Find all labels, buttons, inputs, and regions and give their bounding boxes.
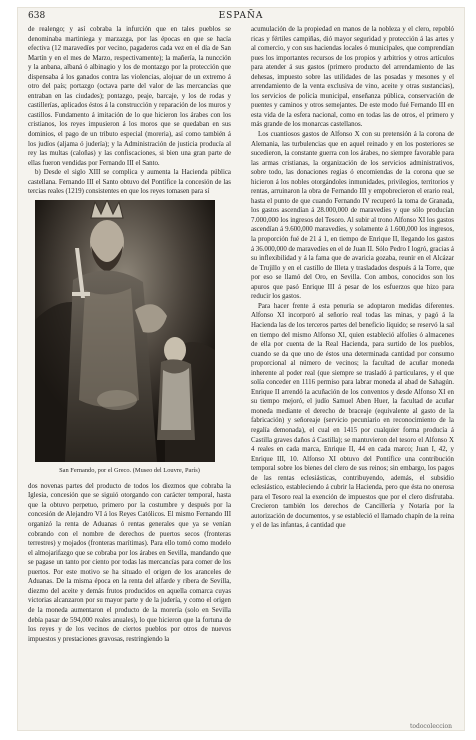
page-number: 638 <box>28 11 46 21</box>
figure-image <box>35 200 215 462</box>
san-fernando-painting <box>35 200 215 462</box>
page-sheet <box>18 8 464 730</box>
running-title: ESPAÑA <box>218 11 264 21</box>
figure <box>28 200 231 480</box>
left-paragraph-2: b) Desde el siglo XIII se complica y aumenta la Hacienda pública castellana. Fernando III el Santo obtuvo del Pontífice la concesión de las tercias reales (1219) consistentes en que los reyes tomasen para sí <box>28 169 231 196</box>
left-column <box>28 25 231 718</box>
page-header <box>18 8 464 26</box>
figure-caption: San Fernando, por el Greco. (Museo del Louvre, París) <box>59 466 200 474</box>
left-paragraph-3: dos novenas partes del producto de todos los diezmos que cobraba la Iglesia, concesión que se siguió otorgando con carácter temporal, hasta que la obtuvo perpetuo, primero por la costumbre y después por la concesión de Alejandro VI á los Reyes Católicos. El mismo Fernando III organizó la renta de Aduanas ó rentas generales que ya se venían cobrando con el nombre de derechos de puertos secos (fronteras terrestres) y mojados (fronteras marítimas). Para ello tomó como modelo el almojarifazgo que se cobraba por los árabes en Sevilla, mandando que se pagase un tanto por ciento por todas las mercancías para comer de los puertos. Por este motivo se ha situado el origen de los aranceles de Aduanas. De la misma época en la renta del alfarde y ribera de Sevilla, diezmo del aceite y demás frutos producidos en aquella comarca cuyas victorias alcanzaron por su mayor parte y de la judería, y como el origen de la moneda aumentaron el producto de la morería (solo en Sevilla debía pasar de 594,000 reales anuales), lo que hicieron que la fortuna de los reyes y de los vecinos de ciertos pueblos por otros de nuevos impuestos y prestaciones gravosas, restringiendo la <box>28 482 231 643</box>
right-paragraph-3: Para hacer frente á esta penuria se adoptaron medidas diferentes. Alfonso XI incorporó al señorío real todas las minas, y pagó á la Hacienda las de los terceros partes del beneficio líquido; se reservó la sal en tiempo del mismo Alfonso XI, quien estableció alfolíes ó almacenes de ella por cuenta de la Real Hacienda, para surtido de los pueblos, cuando se da que uno de éstos una determinada cantidad por consumo proporcional al número de vecinos; la facultad de acuñar moneda inherente al poder real (que siempre se trasladó á particulares, y el que solía conceder en 1116 permiso para labrar moneda al abad de Sahagún. Enrique II arrendó la acuñación de los conventos y desde Alfonso XI en su tiempo mejoró, el judío Samuel Aben Huer, la facultad de acuñar moneda mediante el derecho de braceaje (equivalente al gasto de la fabricación) y señoreaje (servicio pecuniario en reconocimiento de la regalía demonada), el cual en 1415 por cualquier forma producía á Castilla graves daños á Castilla); se mantuvieron del tesoro el Alfonso X 4 reales en cada marca, Enrique II, 44 en cada marco; Juan I, 42, y Enrique III, 10. Alfonso XI obtuvo del Pontífice una contribución temporal sobre los bienes del clero de sus reinos; sin embargo, los pagos de las rentas eclesiásticas, contribuyendo, además, el subsidio eclesiástico, estableciendo á cubrir la Hacienda, pero que ésta no onerosa para el Tesoro real la exención de impuestos que por el clero disfrutaba. Crecieron también los derechos de Cancillería y Notaría por la autorización de documentos, y se estableció el llamado chapín de la reina y el de las infantas, á cantidad que <box>251 302 454 530</box>
right-paragraph-2: Los cuantiosos gastos de Alfonso X con su pretensión á la corona de Alemania, las turbulencias que en aquel reinado y en los posteriores se sucedieron, la constante guerra con los árabes, no siempre favorable para las armas cristianas, la organización de los servicios administrativos, sobre todo, las donaciones regias ó encomiendas de la corona que se hicieron á los nobles otorgándoles inmunidades, privilegios, territorios y rentas, arruinaron la obra de Fernando III y empobrecieron el erario real, hasta el punto de que cuando Fernando IV recuperó la toma de Granada, los gastos ascendían á 28.000,000 de maravedíes y que sólo producían 7.000,000 los ingresos del Tesoro. Al subir al trono Alfonso XI los gastos ascendían á 9.600,000 maravedíes, y solamente á 1.600,000 los ingresos, la proporción fué de 21 á 1, en tiempo de Enrique II, llegando los gastos á 36.000,000 de maravedíes en el de Juan II. Sólo Pedro I logró, gracias á su inflexibilidad y á la fama que de avaricia gozaba, reunir en el Alcázar de Trujillo y en el castillo de Illeta y trasladados después á la Torre, que por eso se llamó del Oro, en Sevilla. Con ambos, conocidos son los apuros que pasó Enrique III á pesar de los esfuerzos que hizo para reducir los gastos. <box>251 131 454 301</box>
right-paragraph-1: acumulación de la propiedad en manos de la nobleza y el clero, repobló ricas y fértiles campiñas, dió mayor seguridad y protección á las artes y al comercio, y con sus haciendas locales ó municipales, que comprendían pues los importantes recursos de los propios y arbitrios y otros artículos para atender á sus gastos (primero producto del arrendamiento de las dehesas, impuesto sobre las utilidades de las posadas y mesones y el arrendamiento de la venta exclusiva de vino, aceite y otras sustancias), los servicios de policía municipal, enseñanza pública, conservación de puentes y caminos y otros semejantes. De este modo fué Fernando III en esta vida de la esfera nacional, como en todas las de otros, el primero y más grande de los monarcas castellanos. <box>251 26 454 129</box>
watermark-stamp: todocoleccion <box>409 723 452 730</box>
right-column <box>251 25 454 718</box>
left-paragraph-1: de realengo; y así cobraba la infurción que en tales pueblos se denominaba martiniega y marzazga, por las épocas en que se hacía efectiva (12 maravedíes por vecino, pagaderos cada vez en el día de San Martín y en el mes de Marzo, respectivamente); la mañería, la nuncción y la anbana, albaná ó albinagio y los de montazgo por la protección que dispensaba á los ganados contra las violencias, alojuar de un extremo á otro del país; portazgo (octava parte del valor de las mercancías que entraban en las ciudades); pontazgo, peaje, barcaje, y los de rodas y castillerías, aplicados éstos á la construcción y reparación de los muros y castillos. Fundamento á imitación de lo que hicieron los árabes con los cristianos, los reyes impusieron á los moros que se quedaban en sus dominios, el pago de un tributo especial (moreria), así como también á los judíos (aljama ó judería); y la Administración de justicia producía al rey las multas (caloñas) y las confiscaciones, si bien una gran parte de ellas fueron vendidas por Fernando III el Santo. <box>28 26 231 167</box>
